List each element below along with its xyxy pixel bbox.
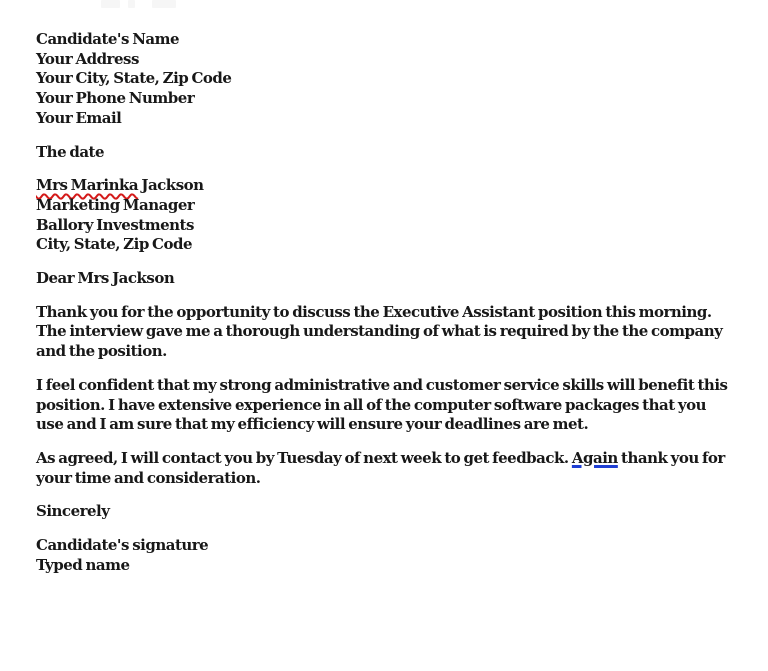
greeting-line: Dear Mrs Jackson	[36, 269, 175, 288]
cropped-header-artifact	[0, 0, 768, 9]
typed-name-line: Typed name	[36, 555, 130, 574]
recipient-address-block	[36, 176, 730, 255]
paragraph-follow-up	[36, 449, 730, 488]
signature-line: Candidate's signature	[36, 536, 209, 555]
sender-address: Your Address	[36, 49, 139, 68]
recipient-surname: Jackson	[138, 176, 204, 195]
signature-block	[36, 536, 730, 575]
artifact-fragment	[152, 0, 176, 8]
follow-up-text-after: thank you for your time and consideration.	[36, 448, 725, 487]
recipient-city-state-zip: City, State, Zip Code	[36, 235, 193, 254]
recipient-name-spellcheck-flagged: Mrs Marinka	[36, 176, 139, 195]
date-line: The date	[36, 142, 105, 161]
sender-email: Your Email	[36, 108, 122, 127]
closing-line: Sincerely	[36, 502, 110, 521]
sender-city-state-zip: Your City, State, Zip Code	[36, 69, 232, 88]
artifact-fragment	[101, 0, 120, 8]
sender-phone: Your Phone Number	[36, 89, 195, 108]
letter-body	[36, 30, 730, 589]
paragraph-skills: I feel confident that my strong administrative and customer service skills will benefit this position. I have extensive experience in all of the computer software packages that you use and I am sure that my efficiency will ensure your deadlines are met.	[36, 375, 728, 434]
recipient-name-line	[36, 176, 730, 196]
recipient-company: Ballory Investments	[36, 215, 194, 234]
artifact-fragment	[128, 0, 135, 8]
grammar-flagged-word: Again	[571, 448, 618, 467]
follow-up-text-before: As agreed, I will contact you by Tuesday of next week to get feedback.	[36, 448, 572, 467]
sender-address-block	[36, 30, 730, 129]
recipient-title: Marketing Manager	[36, 195, 195, 214]
sender-name: Candidate's Name	[36, 30, 180, 48]
paragraph-thank-you: Thank you for the opportunity to discuss the Executive Assistant position this morning. The interview gave me a thorough understanding of what is required by the the company and the position.	[36, 302, 723, 361]
